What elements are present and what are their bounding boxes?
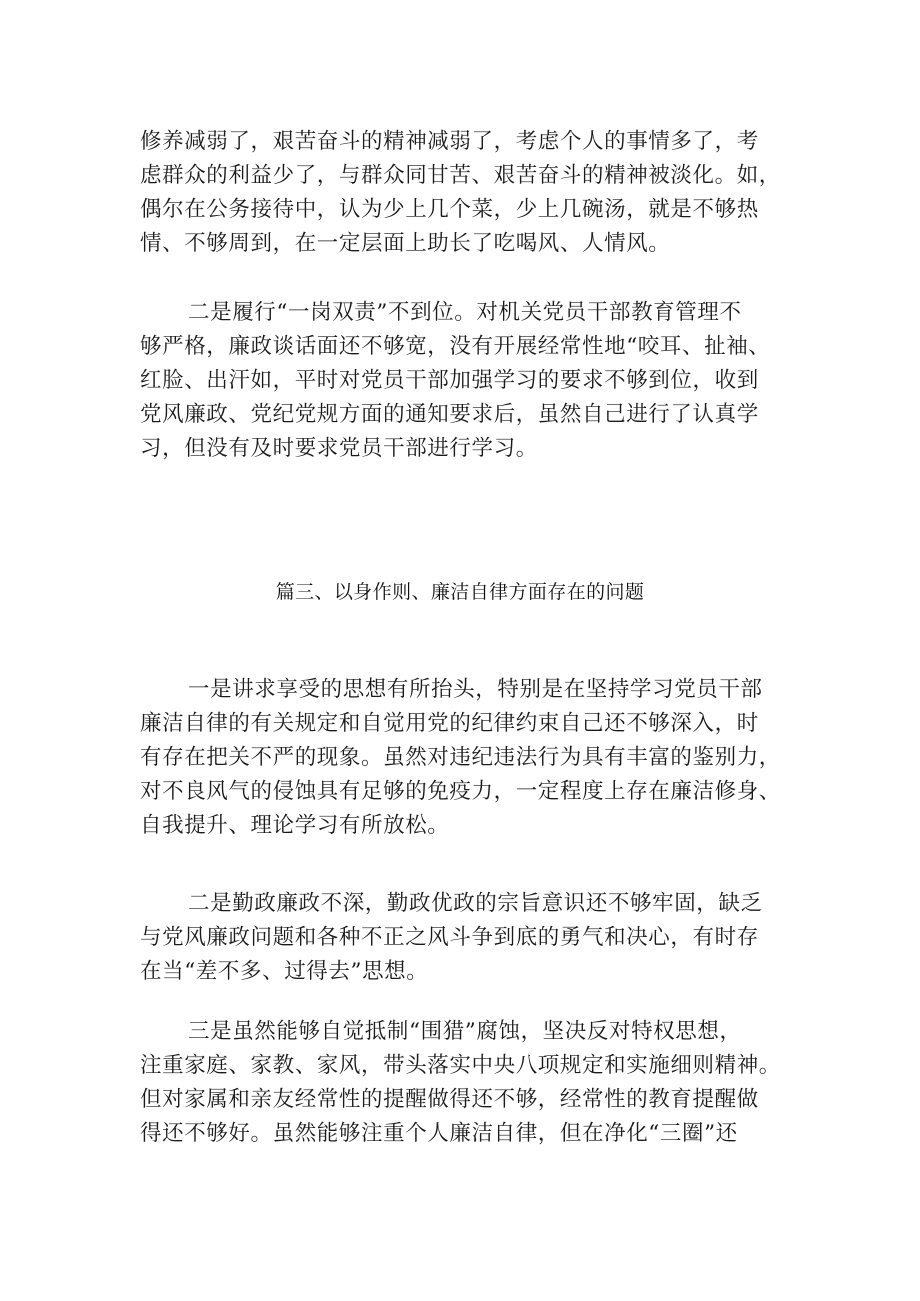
paragraph-line: 情、不够周到，在一定层面上助长了吃喝风、人情风。 [140,231,671,256]
paragraph-line: 二是履行“一岗双责”不到位。对机关党员干部教育管理不 [188,300,742,325]
paragraph-line: 偶尔在公务接待中，认为少上几个菜，少上几碗汤，就是不够热 [140,197,759,222]
paragraph-line: 二是勤政廉政不深，勤政优政的宗旨意识还不够牢固，缺乏 [188,891,763,916]
paragraph-line: 习，但没有及时要求党员干部进行学习。 [140,436,538,461]
section-heading: 篇三、以身作则、廉洁自律方面存在的问题 [275,581,645,603]
paragraph-line: 一是讲求享受的思想有所抬头，特别是在坚持学习党员干部 [188,677,763,702]
paragraph-line: 与党风廉政问题和各种不正之风斗争到底的勇气和决心，有时存 [140,925,759,950]
paragraph-line: 党风廉政、党纪党规方面的通知要求后，虽然自己进行了认真学 [140,402,759,427]
paragraph-line: 够严格，廉政谈话面还不够宽，没有开展经常性地“咬耳、扯袖、 [140,334,771,359]
paragraph-point-two [140,887,790,989]
paragraph-continuation [140,125,790,261]
paragraph-line: 对不良风气的侵蚀具有足够的免疫力，一定程度上存在廉洁修身、 [140,779,781,804]
paragraph-line: 在当“差不多、过得去”思想。 [140,959,429,984]
paragraph-line: 虑群众的利益少了，与群众同甘苦、艰苦奋斗的精神被淡化。如， [140,163,781,188]
paragraph-line: 得还不够好。虽然能够注重个人廉洁自律，但在净化“三圈”还 [140,1121,738,1146]
paragraph-point-one [140,673,790,843]
paragraph-one-post-two-duties [140,296,790,466]
paragraph-line: 廉洁自律的有关规定和自觉用党的纪律约束自己还不够深入，时 [140,711,759,736]
paragraph-line: 红脸、出汗如，平时对党员干部加强学习的要求不够到位，收到 [140,368,759,393]
paragraph-line: 有存在把关不严的现象。虽然对违纪违法行为具有丰富的鉴别力， [140,745,781,770]
paragraph-line: 修养减弱了，艰苦奋斗的精神减弱了，考虑个人的事情多了，考 [140,129,759,154]
paragraph-line: 自我提升、理论学习有所放松。 [140,813,450,838]
paragraph-line: 但对家属和亲友经常性的提醒做得还不够，经常性的教育提醒做 [140,1087,759,1112]
paragraph-line: 三是虽然能够自觉抵制“围猎”腐蚀，坚决反对特权思想， [188,1019,742,1044]
paragraph-line: 注重家庭、家教、家风，带头落实中央八项规定和实施细则精神。 [140,1053,781,1078]
paragraph-point-three [140,1015,790,1151]
